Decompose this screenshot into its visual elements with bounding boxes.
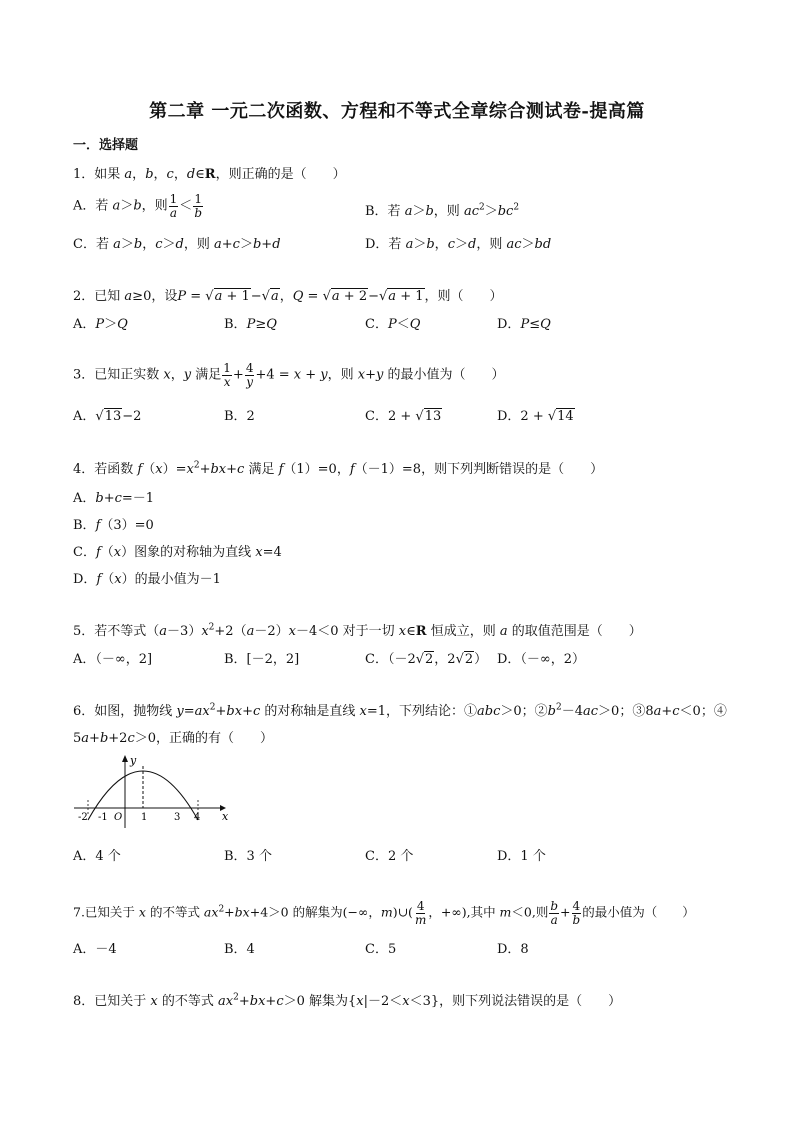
graph-origin: O [114, 812, 123, 823]
question-1-option-b: B．若 a＞b，则 $ac^2>bc^2$ [365, 202, 520, 219]
question-4-option-d: D．f（x）的最小值为－1 [73, 572, 221, 587]
page-title: 第二章 一元二次函数、方程和不等式全章综合测试卷-提高篇 [149, 101, 645, 122]
question-7-option-a: A．－4 [73, 942, 117, 957]
question-2-option-b: B．P≥Q [224, 317, 277, 332]
question-3-option-c: C．2 + √13 [365, 409, 442, 424]
question-6-option-b: B．3 个 [224, 849, 272, 864]
question-3-stem: 3．已知正实数 x，y 满足 $\frac{1}{x}$ + $\frac{4}{y}$ +4 = x + y，则 x+y 的最小值为（ ） [73, 361, 505, 389]
graph-tick-1: 1 [141, 812, 148, 823]
question-6-option-c: C．2 个 [365, 849, 414, 864]
question-1-option-a: A．若 a＞b，则 $\frac{1}{a}$ ＜ $\frac{1}{b}$ [73, 192, 202, 220]
graph-tick-minus-2: -2 [78, 812, 88, 823]
graph-tick-minus-1: -1 [98, 812, 108, 823]
question-5-stem: 5．若不等式$(a-3)x^2+2(a-2)x-4<0$ 对于一切 x∈R 恒成立，则 a 的取值范围是（ ） [73, 622, 642, 639]
question-7-option-b: B．4 [224, 942, 255, 957]
question-3-option-b: B．2 [224, 409, 255, 424]
question-6-stem-line2: 5a+b+2c＞0，正确的有（ ） [73, 731, 274, 746]
question-6-stem-line1: 6．如图，抛物线 $y=ax^2+bx+c$ 的对称轴是直线 x=1，下列结论：①abc＞0；$②b^2-4ac>0$；③8a+c＜0；④ [73, 702, 727, 719]
parabola-graph [70, 750, 240, 830]
question-5-option-c: C．（－2√2，2√2） [365, 652, 488, 667]
question-4-option-c: C．f（x）图象的对称轴为直线 x=4 [73, 545, 282, 560]
section-heading: 一．选择题 [73, 138, 139, 153]
question-5-option-a: A．（－∞，2] [73, 652, 153, 667]
question-4-option-a: A．b+c=－1 [73, 491, 155, 506]
question-7-option-d: D．8 [497, 942, 529, 957]
question-2-option-d: D．P≤Q [497, 317, 551, 332]
question-2-option-c: C．P＜Q [365, 317, 421, 332]
question-1-option-d: D．若 a＞b，c＞d，则 ac＞bd [365, 237, 552, 252]
graph-tick-4: 4 [194, 812, 201, 823]
question-3-option-d: D．2 + √14 [497, 409, 574, 424]
question-6-option-d: D．1 个 [497, 849, 546, 864]
question-2-stem: 2．已知 a≥0，设P = √a + 1−√a，Q = √a + 2−√a + 1，则（ ） [73, 289, 503, 304]
question-4-stem: 4．若函数 $f(x)=x^2+bx+c$ 满足 f（1）=0，f（－1）=8，则下列判断错误的是（ ） [73, 460, 604, 477]
question-4-option-b: B．f（3）=0 [73, 518, 154, 533]
graph-x-label: x [222, 810, 229, 823]
question-5-option-d: D．（－∞，2） [497, 652, 586, 667]
graph-y-label: y [130, 754, 137, 767]
question-5-option-b: B．[－2，2] [224, 652, 300, 667]
question-1-option-c: C．若 a＞b，c＞d，则 a+c＞b+d [73, 237, 281, 252]
question-7-option-c: C．5 [365, 942, 397, 957]
question-3-option-a: A．√13−2 [73, 409, 142, 424]
question-6-option-a: A．4 个 [73, 849, 121, 864]
question-7-stem: 7.已知关于 x 的不等式 $ax^2+bx+4>0$ 的解集为(−∞，m)∪( $\frac{4}{m}$ ，+∞),其中 m＜0,则 $\frac{b}{a}$ + $\frac{4}{b}$ 的最小值为（ ） [73, 899, 695, 927]
question-1-stem: 1．如果 a，b，c，d∈R，则正确的是（ ） [73, 167, 346, 182]
question-2-option-a: A．P＞Q [73, 317, 128, 332]
question-8-stem: 8．已知关于 x 的不等式 $ax^2+bx+c>0$ 解集为{x|－2＜x＜3}，则下列说法错误的是（ ） [73, 992, 622, 1009]
graph-tick-3: 3 [174, 812, 181, 823]
